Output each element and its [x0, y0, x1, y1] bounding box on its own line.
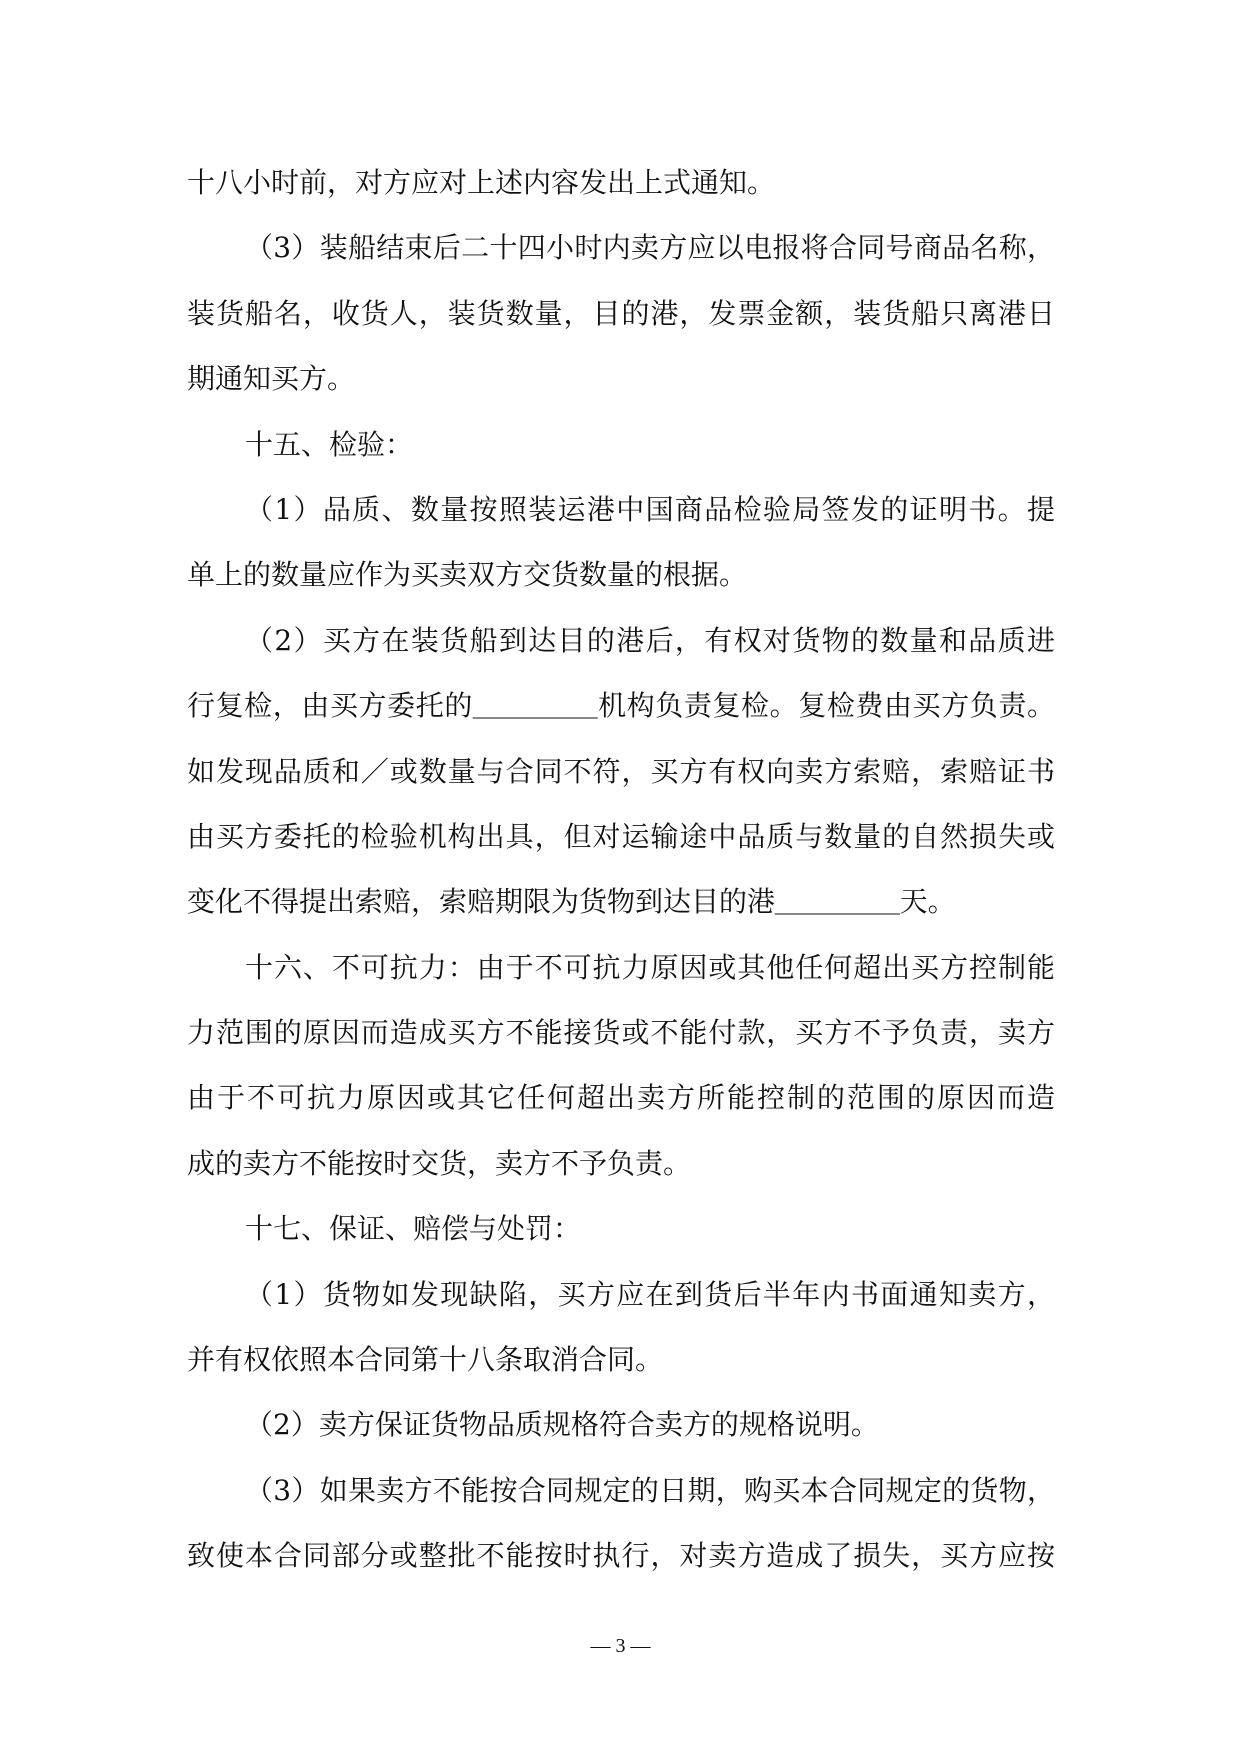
text-line: （3）装船结束后二十四小时内卖方应以电报将合同号商品名称， — [245, 231, 1055, 265]
text-line: 力范围的原因而造成买方不能接货或不能付款，买方不予负责，卖方 — [187, 1016, 1055, 1050]
fill-in-blank: ________ — [472, 690, 598, 722]
text-line: （2）卖方保证货物品质规格符合卖方的规格说明。 — [245, 1408, 879, 1442]
text-line: （1）货物如发现缺陷，买方应在到货后半年内书面通知卖方， — [245, 1277, 1055, 1311]
text-line: 单上的数量应作为买卖双方交货数量的根据。 — [187, 558, 748, 592]
text-line: 如发现品质和／或数量与合同不符，买方有权向卖方索赔，索赔证书 — [187, 754, 1055, 788]
text-line — [187, 869, 1055, 934]
section-heading: 十五、检验： — [245, 427, 414, 461]
section-15 — [187, 412, 1055, 477]
text-line: 并有权依照本合同第十八条取消合同。 — [187, 1343, 664, 1377]
text-line: 十八小时前，对方应对上述内容发出上式通知。 — [187, 166, 776, 199]
paragraph — [187, 150, 1055, 215]
section-17 — [187, 1196, 1055, 1261]
text-line: （1）品质、数量按照装运港中国商品检验局签发的证明书。提 — [245, 492, 1055, 526]
paragraph — [187, 1458, 1055, 1589]
paragraph — [187, 477, 1055, 608]
fill-in-blank: ________ — [775, 886, 900, 918]
paragraph — [187, 608, 1055, 935]
page-number: — 3 — — [590, 1635, 651, 1657]
text-segment: 行复检，由买方委托的 — [187, 689, 473, 723]
text-segment: 变化不得提出索赔，索赔期限为货物到达目的港 — [187, 885, 776, 919]
text-segment: 天。 — [899, 885, 956, 919]
section-heading: 十七、保证、赔偿与处罚： — [245, 1212, 582, 1246]
text-line — [187, 673, 1055, 738]
paragraph — [187, 1262, 1055, 1393]
text-line: 装货船名，收货人，装货数量，目的港，发票金额，装货船只离港日 — [187, 296, 1055, 330]
text-line: （2）买方在装货船到达目的港后，有权对货物的数量和品质进 — [245, 623, 1055, 657]
section-16 — [187, 935, 1055, 1197]
text-line: 致使本合同部分或整批不能按时执行，对卖方造成了损失，买方应按 — [187, 1539, 1055, 1573]
text-line: 成的卖方不能按时交货，卖方不予负责。 — [187, 1146, 692, 1180]
paragraph — [187, 215, 1055, 411]
text-segment: 机构负责复检。复检费由买方负责。 — [597, 689, 1055, 723]
text-line: 十六、不可抗力：由于不可抗力原因或其他任何超出买方控制能 — [245, 950, 1055, 984]
text-line: 由于不可抗力原因或其它任何超出卖方所能控制的范围的原因而造 — [187, 1081, 1055, 1115]
paragraph — [187, 1392, 1055, 1457]
text-line: 期通知买方。 — [187, 362, 356, 396]
text-line: 由买方委托的检验机构出具，但对运输途中品质与数量的自然损失或 — [187, 819, 1055, 853]
text-line: （3）如果卖方不能按合同规定的日期，购买本合同规定的货物， — [245, 1473, 1055, 1507]
document-body — [187, 150, 1055, 1589]
